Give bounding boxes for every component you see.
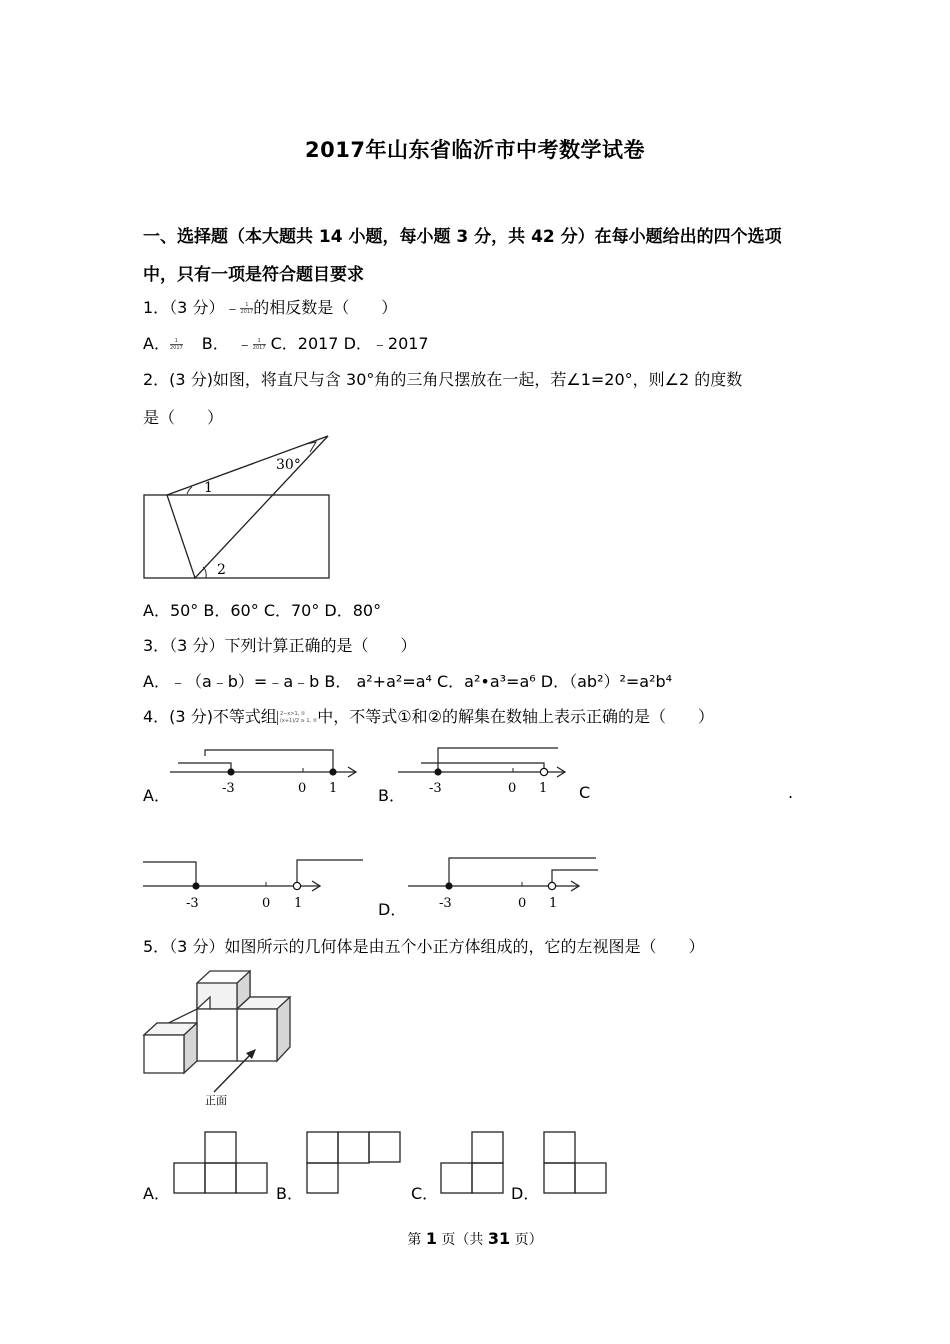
qd-tick-1: 1 bbox=[549, 896, 558, 911]
q5-option-d-view bbox=[543, 1131, 609, 1195]
q3-options bbox=[143, 669, 672, 692]
triangle-shape bbox=[167, 436, 328, 578]
qb-tick-1: 1 bbox=[539, 781, 548, 796]
q2-options: A．50° B．60° C．70° D．80° bbox=[143, 601, 382, 620]
q4-ineq-1: 2−x>1, ① bbox=[279, 710, 306, 717]
q1-frac-den: 2017 bbox=[240, 309, 254, 315]
question-1 bbox=[143, 295, 397, 318]
q4-ineq-2: (x+1)/2 ≥ 1, ② bbox=[279, 717, 318, 724]
q1-frac-num: 1 bbox=[240, 302, 253, 309]
q1a-num: 1 bbox=[170, 338, 183, 345]
qc-tick-neg3: -3 bbox=[186, 896, 199, 911]
q1-options bbox=[143, 331, 429, 354]
qd-tick-neg3: -3 bbox=[439, 896, 452, 911]
q4-option-b-label: B． bbox=[378, 786, 405, 805]
footer-middle: 页（共 bbox=[436, 1232, 488, 1248]
q4-inequality-system bbox=[277, 711, 317, 725]
qb-tick-neg3: -3 bbox=[429, 781, 442, 796]
q4-prefix: 4．(3 分)不等式组 bbox=[143, 707, 277, 726]
question-5: 5．（3 分）如图所示的几何体是由五个小正方体组成的，它的左视图是（ ） bbox=[143, 937, 705, 956]
q5-cubes-figure bbox=[140, 967, 300, 1109]
q1-option-a: A． bbox=[143, 334, 170, 353]
qa-tick-0: 0 bbox=[298, 781, 307, 796]
q4-option-d-numberline bbox=[408, 856, 608, 912]
q4-option-c-numberline bbox=[143, 856, 373, 912]
footer-total-pages: 31 bbox=[487, 1229, 511, 1248]
q5-option-a-view bbox=[173, 1131, 269, 1195]
q5-option-b-view bbox=[306, 1131, 402, 1195]
section-heading-line1: 一、选择题（本大题共 14 小题，每小题 3 分，共 42 分）在每小题给出的四个选项 bbox=[143, 227, 782, 247]
footer-prefix: 第 bbox=[407, 1232, 426, 1248]
q3-option-b: a²+a²=a⁴ bbox=[356, 672, 432, 691]
footer-page-number: 1 bbox=[425, 1229, 437, 1248]
question-2-line2: 是（ ） bbox=[143, 408, 224, 427]
q4-option-c-label: C bbox=[579, 783, 591, 802]
q4-dot: . bbox=[788, 783, 794, 802]
q1a-den: 2017 bbox=[169, 345, 183, 351]
q1-option-b-frac bbox=[253, 338, 266, 351]
q3-option-c: C．a²•a³=a⁶ bbox=[437, 672, 536, 691]
front-face-label: 正面 bbox=[205, 1094, 227, 1107]
q4-suffix: 中，不等式①和②的解集在数轴上表示正确的是（ ） bbox=[317, 707, 714, 726]
q3-option-d: D．（ab²）²=a²b⁴ bbox=[540, 672, 673, 691]
qc-tick-1: 1 bbox=[294, 896, 303, 911]
q1b-num: 1 bbox=[253, 338, 266, 345]
section-heading-line2: 中，只有一项是符合题目要求 bbox=[143, 265, 364, 285]
q1-suffix: 的相反数是（ ） bbox=[253, 298, 398, 317]
q4-option-a-numberline bbox=[170, 744, 370, 796]
q4-option-a-label: A． bbox=[143, 786, 170, 805]
qc-tick-0: 0 bbox=[262, 896, 271, 911]
qb-tick-0: 0 bbox=[508, 781, 517, 796]
q1-option-b: B． ﹣ bbox=[201, 334, 253, 353]
q5-option-b-label: B． bbox=[276, 1184, 303, 1203]
question-3: 3．（3 分）下列计算正确的是（ ） bbox=[143, 636, 417, 655]
q1-fraction bbox=[240, 302, 253, 315]
q4-option-b-numberline bbox=[398, 744, 578, 796]
question-4 bbox=[143, 704, 714, 727]
q1-option-a-frac bbox=[170, 338, 183, 351]
q1-option-cd: C．2017 D．﹣2017 bbox=[270, 334, 429, 353]
q3-option-a: A．﹣（a﹣b）=﹣a﹣b B． bbox=[143, 672, 352, 691]
qa-tick-1: 1 bbox=[329, 781, 338, 796]
q5-option-d-label: D． bbox=[511, 1184, 540, 1203]
qd-tick-0: 0 bbox=[518, 896, 527, 911]
q1b-den: 2017 bbox=[252, 345, 266, 351]
footer-suffix: 页） bbox=[510, 1232, 543, 1248]
q4-option-d-label: D． bbox=[378, 900, 407, 919]
q2-ruler-triangle-figure bbox=[140, 432, 340, 582]
fig-angle-30: 30° bbox=[276, 457, 301, 473]
page-footer bbox=[0, 1229, 950, 1249]
fig-angle-1: 1 bbox=[204, 480, 213, 496]
fig-angle-2: 2 bbox=[217, 562, 226, 578]
q5-option-c-label: C． bbox=[411, 1184, 439, 1203]
qa-tick-neg3: -3 bbox=[222, 781, 235, 796]
q5-option-a-label: A． bbox=[143, 1184, 170, 1203]
question-2-line1: 2．(3 分)如图，将直尺与含 30°角的三角尺摆放在一起，若∠1=20°，则∠2 的度数 bbox=[143, 370, 743, 389]
page-title: 2017年山东省临沂市中考数学试卷 bbox=[305, 138, 645, 162]
q5-option-c-view bbox=[440, 1131, 506, 1195]
q1-prefix: 1．（3 分）﹣ bbox=[143, 298, 241, 317]
